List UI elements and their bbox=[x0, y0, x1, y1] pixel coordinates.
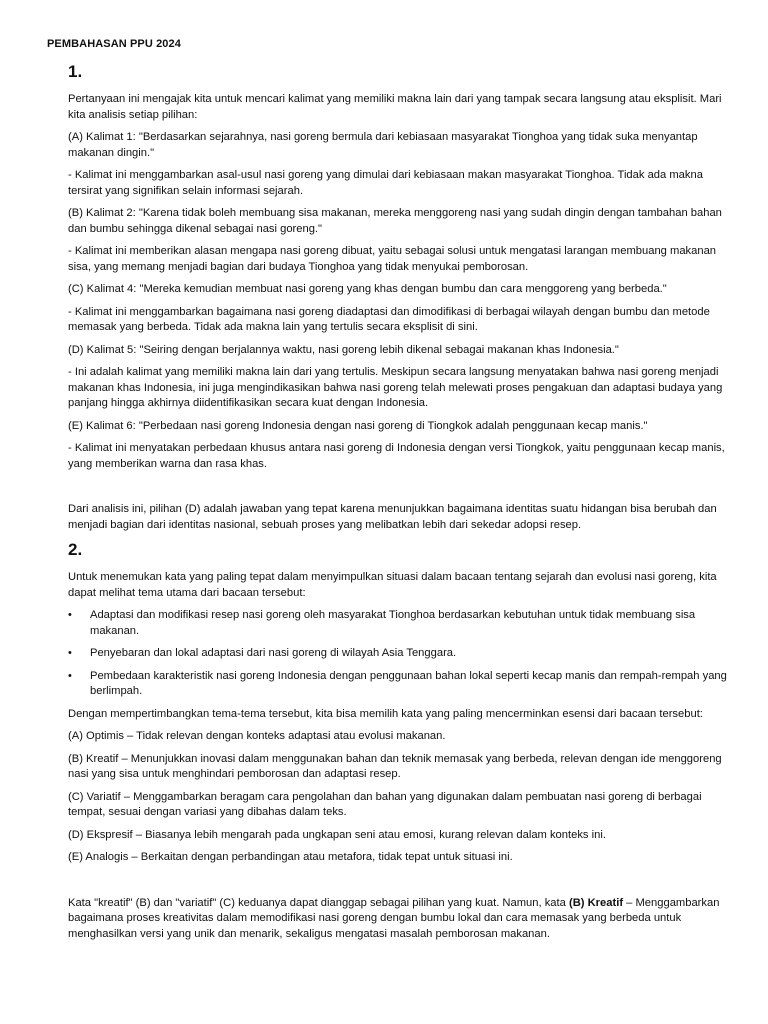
q1-intro: Pertanyaan ini mengajak kita untuk mencari kalimat yang memiliki makna lain dari yang tampak secara langsung atau eksplisit. Mari kita analisis setiap pilihan: bbox=[68, 93, 722, 121]
q2-option-b: (B) Kreatif – Menunjukkan inovasi dalam menggunakan bahan dan teknik memasak yang berbeda, relevan dengan ide menggoreng nasi yang sisa untuk menghindari pemborosan dan adaptasi resep. bbox=[68, 752, 722, 780]
q1-option-a-explanation: - Kalimat ini menggambarkan asal-usul nasi goreng yang dimulai dari kebiasaan makan masyarakat Tionghoa. Tidak ada makna tersirat yang signifikan selain informasi sejarah. bbox=[68, 169, 703, 197]
q2-option-c: (C) Variatif – Menggambarkan beragam cara pengolahan dan bahan yang digunakan dalam pembuatan nasi goreng di berbagai tempat, sesuai dengan variasi yang dibahas dalam teks. bbox=[68, 790, 702, 818]
q2-conclusion-rest: – Menggambarkan bagaimana proses kreativitas dalam memodifikasi nasi goreng dengan bumbu lokal dan cara memasak yang berbeda untuk menghasilkan versi yang unik dan menarik, sekaligus mengatasi masalah pemborosan makanan. bbox=[68, 896, 720, 940]
q1-option-a: (A) Kalimat 1: "Berdasarkan sejarahnya, nasi goreng bermula dari kebiasaan masyarakat Tionghoa yang tidak suka menyantap makanan dingin." bbox=[68, 131, 698, 159]
q2-consider: Dengan mempertimbangkan tema-tema tersebut, kita bisa memilih kata yang paling mencerminkan esensi dari bacaan tersebut: bbox=[68, 707, 703, 720]
q1-option-e: (E) Kalimat 6: "Perbedaan nasi goreng Indonesia dengan nasi goreng di Tiongkok adalah penggunaan kecap manis." bbox=[68, 419, 648, 432]
q2-intro: Untuk menemukan kata yang paling tepat dalam menyimpulkan situasi dalam bacaan tentang sejarah dan evolusi nasi goreng, kita dapat melihat tema utama dari bacaan tersebut: bbox=[68, 571, 717, 599]
q1-option-d: (D) Kalimat 5: "Seiring dengan berjalannya waktu, nasi goreng lebih dikenal sebagai makanan khas Indonesia." bbox=[68, 343, 619, 356]
document-header: PEMBAHASAN PPU 2024 bbox=[47, 38, 181, 50]
q1-option-b: (B) Kalimat 2: "Karena tidak boleh membuang sisa makanan, mereka menggoreng nasi yang sudah dingin dengan tambahan bahan dan bumbu sehingga dikenal sebagai nasi goreng." bbox=[68, 207, 722, 235]
question-1-number: 1. bbox=[68, 62, 83, 81]
list-item: • Adaptasi dan modifikasi resep nasi goreng oleh masyarakat Tionghoa berdasarkan kebutuhan untuk tidak membuang sisa makanan. bbox=[90, 608, 728, 639]
question-2-number: 2. bbox=[68, 540, 83, 559]
q2-option-d: (D) Ekspresif – Biasanya lebih mengarah pada ungkapan seni atau emosi, kurang relevan dalam konteks ini. bbox=[68, 828, 606, 841]
list-item: • Pembedaan karakteristik nasi goreng Indonesia dengan penggunaan bahan lokal seperti kecap manis dan rempah-rempah yang berlimpah. bbox=[90, 669, 728, 700]
q1-option-b-explanation: - Kalimat ini memberikan alasan mengapa nasi goreng dibuat, yaitu sebagai solusi untuk mengatasi larangan membuang makanan sisa, yang memang menjadi bagian dari budaya Tionghoa yang tidak menyukai pemborosan. bbox=[68, 245, 717, 273]
document-body bbox=[68, 58, 728, 949]
q2-conclusion bbox=[68, 896, 728, 943]
q2-answer-bold: (B) Kreatif bbox=[568, 896, 624, 909]
q2-option-a: (A) Optimis – Tidak relevan dengan konteks adaptasi atau evolusi makanan. bbox=[68, 730, 446, 742]
list-item: • Penyebaran dan lokal adaptasi dari nasi goreng di wilayah Asia Tenggara. bbox=[90, 646, 728, 662]
q1-option-d-explanation: - Ini adalah kalimat yang memiliki makna lain dari yang tertulis. Meskipun secara langsung menyatakan bahwa nasi goreng menjadi makanan khas Indonesia, ini juga mengindikasikan bahwa nasi goreng telah melewati proses pengakuan dan adaptasi budaya yang panjang hingga akhirnya diidentifikasikan secara kuat dengan Indonesia. bbox=[68, 366, 723, 409]
q2-option-e: (E) Analogis – Berkaitan dengan perbandingan atau metafora, tidak tepat untuk situasi ini. bbox=[68, 851, 513, 863]
q1-option-c-explanation: - Kalimat ini menggambarkan bagaimana nasi goreng diadaptasi dan dimodifikasi di berbagai wilayah dengan bumbu dan metode memasak yang berbeda. Tidak ada makna lain yang tertulis secara eksplisit di sini. bbox=[68, 305, 710, 333]
q1-option-e-explanation: - Kalimat ini menyatakan perbedaan khusus antara nasi goreng di Indonesia dengan versi Tiongkok, yaitu penggunaan kecap manis, yang memberikan warna dan rasa khas. bbox=[68, 442, 725, 470]
q2-theme-list bbox=[68, 608, 728, 700]
q1-option-c: (C) Kalimat 4: "Mereka kemudian membuat nasi goreng yang khas dengan bumbu dan cara menggoreng yang berbeda." bbox=[68, 283, 667, 295]
q1-conclusion: Dari analisis ini, pilihan (D) adalah jawaban yang tepat karena menunjukkan bagaimana identitas suatu hidangan bisa berubah dan menjadi bagian dari identitas nasional, sebuah proses yang melibatkan lebih dari sekedar adopsi resep. bbox=[68, 503, 717, 531]
q2-conclusion-lead: Kata "kreatif" (B) dan "variatif" (C) keduanya dapat dianggap sebagai pilihan yang kuat. Namun, kata bbox=[68, 896, 569, 909]
